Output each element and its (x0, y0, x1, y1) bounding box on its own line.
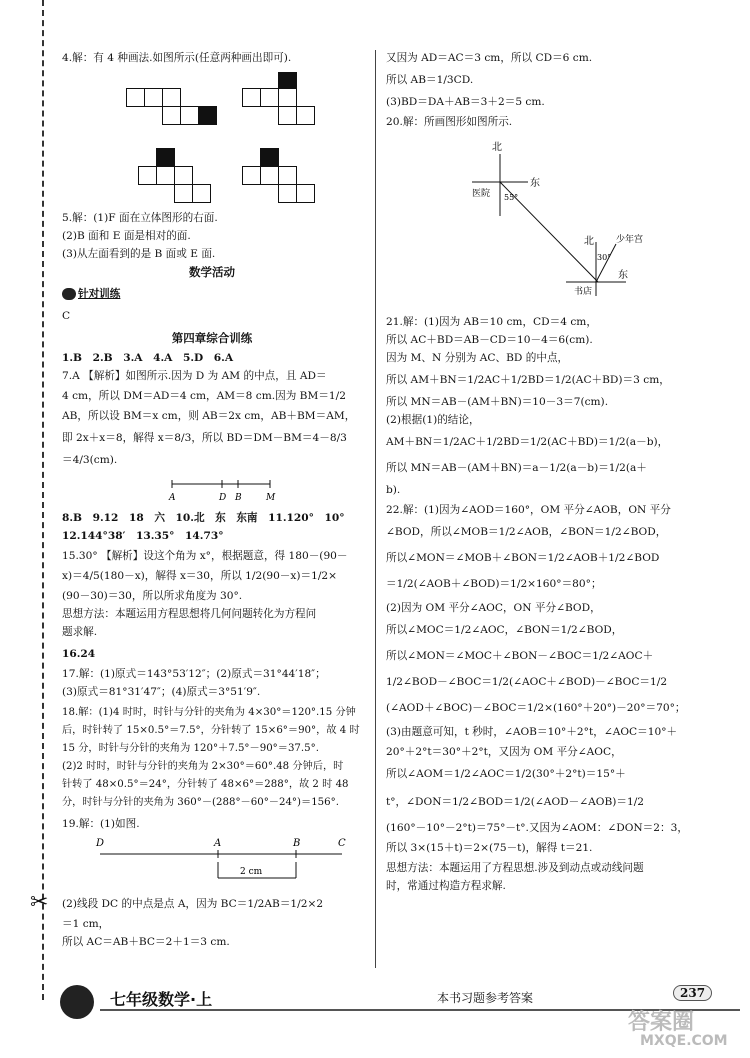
scissors-icon: ✂ (30, 890, 49, 915)
footer-section-label: 本书习题参考答案 (437, 991, 534, 1005)
page-footer (0, 985, 750, 1058)
q22-line8: 1/2∠BOD－∠BOC＝1/2(∠AOC＋∠BOD)－∠BOC＝1/2 (386, 676, 668, 688)
chapter-title: 第四章综合训练 (171, 331, 253, 345)
q20-direction-figure (466, 136, 644, 297)
q15-line4: 思想方法：本题运用方程思想将几何问题转化为方程问 (62, 608, 317, 620)
q7-label-d: D (219, 493, 227, 503)
q15-line5: 题求解. (62, 626, 98, 638)
q15-line2: x)＝4/5(180－x)，解得 x＝30，所以 1/2(90－x)＝1/2× (62, 570, 338, 582)
q19-label-c: C (338, 838, 346, 849)
q20-north-1: 北 (492, 142, 502, 153)
q20-youth-palace: 少年宫 (616, 235, 644, 245)
right-top-line1: 又因为 AD＝AC＝3 cm，所以 CD＝6 cm. (386, 52, 593, 64)
q22-line16: 思想方法：本题运用了方程思想.涉及到动点或动线问题 (386, 862, 644, 874)
q20-bookstore: 书店 (574, 287, 593, 297)
q22-line5: (2)因为 OM 平分∠AOC，ON 平分∠BOD， (386, 602, 601, 614)
q21-line8: 所以 MN＝AB－(AM＋BN)＝a－1/2(a－b)＝1/2(a＋ (386, 462, 647, 474)
q18-line1: 18.解：(1)4 时时，时针与分针的夹角为 4×30°＝120°.15 分钟 (62, 707, 356, 718)
right-top-line3: (3)BD＝DA＋AB＝3＋2＝5 cm. (386, 96, 545, 108)
mascot-icon (62, 288, 76, 300)
q19-line2: (2)线段 DC 的中点是点 A，因为 BC＝1/2AB＝1/2×2 (62, 898, 324, 910)
q15-line3: (90－30)＝30，所以所求角度为 30°. (62, 590, 243, 602)
q19-label-d: D (96, 838, 105, 849)
training-label: 针对训练 (62, 286, 120, 303)
q7-line2: 4 cm，所以 DM＝AD＝4 cm，AM＝8 cm.因为 BM＝1/2 (62, 390, 346, 402)
q20-angle-55: 55° (504, 193, 519, 202)
q7-line3: AB，所以设 BM＝x cm，则 AB＝2x cm，AB＋BM＝AM， (62, 410, 356, 422)
page-number: 237 (673, 985, 712, 1001)
q21-line9: b). (386, 484, 401, 496)
footer-book-title: 七年级数学·上 (110, 990, 213, 1009)
answer-16: 16.24 (62, 648, 96, 660)
q18-line4: (2)2 时时，时针与分针的夹角为 2×30°＝60°.48 分钟后，时 (62, 761, 344, 772)
q22-line17: 时，常通过构造方程求解. (386, 880, 506, 892)
watermark-logo: 答案圈 (628, 1010, 695, 1035)
q19-line4: 所以 AC＝AB＋BC＝2＋1＝3 cm. (62, 936, 230, 948)
q21-line1: 21.解：(1)因为 AB＝10 cm，CD＝4 cm， (386, 316, 597, 328)
q19-line3: ＝1 cm， (62, 918, 110, 930)
q22-line7: 所以∠MON＝∠MOC＋∠BON－∠BOC＝1/2∠AOC＋ (386, 650, 654, 662)
q22-line9: (∠AOD＋∠BOC)－∠BOC＝1/2×(160°＋20°)－20°＝70°； (386, 702, 686, 714)
q21-line3: 因为 M、N 分别为 AC、BD 的中点， (386, 352, 569, 364)
q20-hospital: 医院 (472, 189, 491, 199)
q19-label-b: B (293, 838, 301, 849)
q7-label-m: M (266, 493, 276, 503)
q21-line4: 所以 AM＋BN＝1/2AC＋1/2BD＝1/2(AC＋BD)＝3 cm， (386, 374, 670, 386)
q22-line15: 所以 3×(15＋t)＝2×(75－t)，解得 t＝21. (386, 842, 593, 854)
watermark-url: MXQE.COM (640, 1033, 728, 1049)
q19-label-a: A (214, 838, 222, 849)
q19-segment-figure (90, 834, 360, 886)
right-top-line2: 所以 AB＝1/3CD. (386, 74, 474, 86)
column-divider (375, 50, 376, 968)
q18-line5: 针转了 48×0.5°＝24°，分针转了 48×6°＝288°，故 2 时 48 (62, 779, 349, 790)
training-answer: C (62, 310, 71, 322)
q18-line2: 后，时针转了 15×0.5°＝7.5°，分针转了 15×6°＝90°，故 4 时 (62, 725, 360, 736)
q22-line6: 所以∠MOC＝1/2∠AOC，∠BON＝1/2∠BOD， (386, 624, 623, 636)
q22-line11: 20°＋2°t＝30°＋2°t，又因为 OM 平分∠AOC， (386, 746, 622, 758)
q20-east-2: 东 (618, 270, 628, 281)
q22-line4: ＝1/2(∠AOB＋∠BOD)＝1/2×160°＝80°； (386, 578, 602, 590)
q7-line1: 7.A 【解析】如图所示.因为 D 为 AM 的中点，且 AD＝ (62, 370, 327, 382)
q18-line6: 分，时针与分针的夹角为 360°－(288°－60°－24°)＝156°. (62, 797, 339, 808)
q21-line7: AM＋BN＝1/2AC＋1/2BD＝1/2(AC＋BD)＝1/2(a－b)， (386, 436, 669, 448)
q17-line1: 17.解：(1)原式＝143°53′12″；(2)原式＝31°44′18″； (62, 668, 326, 680)
q7-line4: 即 2x＋x＝8，解得 x＝8/3，所以 BD＝DM－BM＝4－8/3 (62, 432, 347, 444)
q18-line3: 15 分，时针与分针的夹角为 120°＋7.5°－90°＝37.5°. (62, 743, 319, 754)
answers-8-11: 8.B 9.12 18 六 10.北 东 东南 11.120° 10° (62, 512, 345, 524)
q20-east-1: 东 (530, 178, 540, 189)
q20-text: 20.解：所画图形如图所示. (386, 116, 513, 128)
answers-12-14: 12.144°38′ 13.35° 14.73° (62, 530, 224, 542)
q22-line13: t°，∠DON＝1/2∠BOD＝1/2(∠AOD－∠AOB)＝1/2 (386, 796, 644, 808)
q7-label-a: A (169, 493, 176, 503)
nets-figure (62, 72, 362, 202)
q21-line6: (2)根据(1)的结论， (386, 414, 480, 426)
binding-dashed-line (42, 0, 44, 1000)
q22-line3: 所以∠MON＝∠MOB＋∠BON＝1/2∠AOB＋1/2∠BOD (386, 552, 660, 564)
q4-text: 4.解：有 4 种画法.如图所示(任意两种画出即可). (62, 52, 292, 64)
q5-line2: (2)B 面和 E 面是相对的面. (62, 230, 191, 242)
q7-segment-figure (162, 474, 282, 506)
q21-line5: 所以 MN＝AB－(AM＋BN)＝10－3＝7(cm). (386, 396, 609, 408)
q22-line12: 所以∠AOM＝1/2∠AOC＝1/2(30°＋2°t)＝15°＋ (386, 768, 626, 780)
q21-line2: 所以 AC＋BD＝AB－CD＝10－4＝6(cm). (386, 334, 593, 346)
mascot-icon-footer (60, 985, 94, 1019)
q5-line3: (3)从左面看到的是 B 面或 E 面. (62, 248, 216, 260)
activity-title: 数学活动 (189, 265, 235, 279)
q20-north-2: 北 (584, 236, 594, 247)
q22-line14: (160°－10°－2°t)＝75°－t°.又因为∠AOM：∠DON＝2：3， (386, 822, 688, 834)
q15-line1: 15.30° 【解析】设这个角为 x°，根据题意，得 180－(90－ (62, 550, 348, 562)
q7-label-b: B (235, 493, 242, 503)
q19-length-label: 2 cm (240, 867, 263, 877)
q7-line5: ＝4/3(cm). (62, 454, 118, 466)
q5-line1: 5.解：(1)F 面在立体图形的右面. (62, 212, 218, 224)
q22-line2: ∠BOD，所以∠MOB＝1/2∠AOB，∠BON＝1/2∠BOD， (386, 526, 667, 538)
answers-1-6: 1.B 2.B 3.A 4.A 5.D 6.A (62, 352, 234, 364)
q22-line1: 22.解：(1)因为∠AOD＝160°，OM 平分∠AOB，ON 平分 (386, 504, 671, 516)
q17-line2: (3)原式＝81°31′47″；(4)原式＝3°51′9″. (62, 686, 261, 698)
q20-angle-30: 30° (597, 253, 612, 262)
q19-line1: 19.解：(1)如图. (62, 818, 140, 830)
q22-line10: (3)由题意可知，t 秒时，∠AOB＝10°＋2°t，∠AOC＝10°＋ (386, 726, 678, 738)
